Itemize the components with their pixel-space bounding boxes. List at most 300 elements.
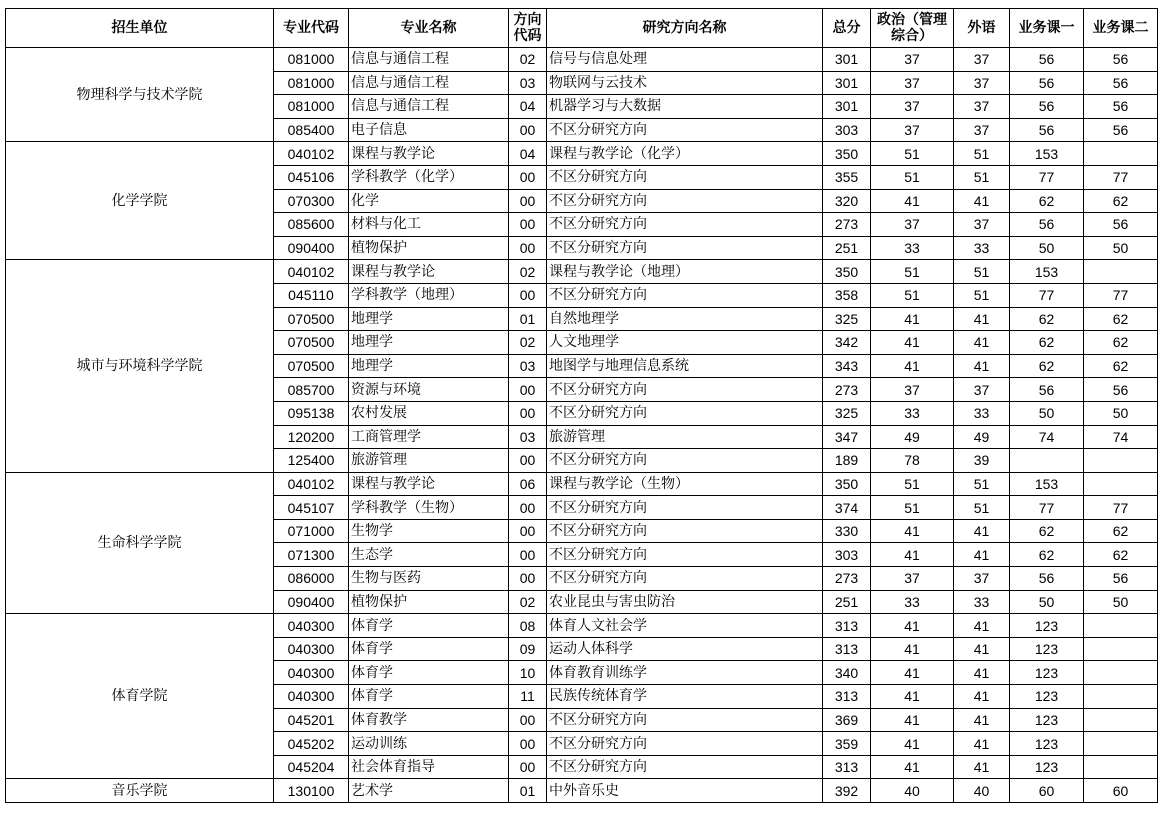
- table-row: [6, 48, 1158, 72]
- course-two-score: [1084, 614, 1158, 638]
- total-score: 251: [823, 590, 871, 614]
- foreign-language-score: 51: [954, 260, 1010, 284]
- total-score: 301: [823, 71, 871, 95]
- major-code: 070500: [274, 307, 349, 331]
- course-two-score: 62: [1084, 307, 1158, 331]
- politics-score: 41: [871, 661, 954, 685]
- foreign-language-score: 41: [954, 543, 1010, 567]
- major-name: 生态学: [349, 543, 509, 567]
- direction-name: 中外音乐史: [547, 779, 823, 803]
- direction-code: 00: [509, 543, 547, 567]
- total-score: 350: [823, 142, 871, 166]
- foreign-language-score: 51: [954, 165, 1010, 189]
- direction-name: 不区分研究方向: [547, 165, 823, 189]
- course-two-score: [1084, 661, 1158, 685]
- direction-code: 00: [509, 449, 547, 473]
- major-code: 071000: [274, 519, 349, 543]
- total-score: 313: [823, 685, 871, 709]
- course-one-score: 62: [1010, 354, 1084, 378]
- major-name: 社会体育指导: [349, 755, 509, 779]
- direction-code: 08: [509, 614, 547, 638]
- major-code: 081000: [274, 71, 349, 95]
- major-code: 081000: [274, 95, 349, 119]
- course-one-score: 153: [1010, 472, 1084, 496]
- politics-score: 78: [871, 449, 954, 473]
- course-two-score: 60: [1084, 779, 1158, 803]
- course-one-score: 62: [1010, 543, 1084, 567]
- politics-score: 51: [871, 165, 954, 189]
- course-one-score: 50: [1010, 401, 1084, 425]
- unit-name: 城市与环境科学学院: [6, 260, 274, 472]
- course-one-score: 123: [1010, 614, 1084, 638]
- direction-code: 03: [509, 425, 547, 449]
- course-two-score: 74: [1084, 425, 1158, 449]
- direction-code: 04: [509, 95, 547, 119]
- foreign-language-score: 49: [954, 425, 1010, 449]
- major-code: 040300: [274, 661, 349, 685]
- politics-score: 41: [871, 331, 954, 355]
- foreign-language-score: 41: [954, 637, 1010, 661]
- course-two-score: 50: [1084, 401, 1158, 425]
- direction-name: 机器学习与大数据: [547, 95, 823, 119]
- major-code: 045106: [274, 165, 349, 189]
- header-major-code: 专业代码: [274, 9, 349, 48]
- politics-score: 51: [871, 496, 954, 520]
- politics-score: 41: [871, 189, 954, 213]
- course-one-score: 123: [1010, 732, 1084, 756]
- direction-code: 00: [509, 189, 547, 213]
- major-code: 081000: [274, 48, 349, 72]
- foreign-language-score: 37: [954, 48, 1010, 72]
- course-two-score: 50: [1084, 236, 1158, 260]
- direction-name: 人文地理学: [547, 331, 823, 355]
- foreign-language-score: 41: [954, 661, 1010, 685]
- politics-score: 37: [871, 378, 954, 402]
- major-code: 070500: [274, 354, 349, 378]
- header-row: [6, 9, 1158, 48]
- foreign-language-score: 33: [954, 401, 1010, 425]
- course-two-score: 62: [1084, 543, 1158, 567]
- course-one-score: 56: [1010, 567, 1084, 591]
- major-code: 045204: [274, 755, 349, 779]
- course-one-score: 50: [1010, 590, 1084, 614]
- course-two-score: [1084, 685, 1158, 709]
- course-two-score: 77: [1084, 496, 1158, 520]
- direction-name: 物联网与云技术: [547, 71, 823, 95]
- course-one-score: 123: [1010, 637, 1084, 661]
- major-code: 090400: [274, 590, 349, 614]
- foreign-language-score: 41: [954, 614, 1010, 638]
- direction-name: 不区分研究方向: [547, 449, 823, 473]
- politics-score: 37: [871, 567, 954, 591]
- major-name: 学科教学（地理）: [349, 283, 509, 307]
- header-direction-code: 方向代码: [509, 9, 547, 48]
- direction-name: 不区分研究方向: [547, 378, 823, 402]
- direction-code: 00: [509, 708, 547, 732]
- foreign-language-score: 41: [954, 189, 1010, 213]
- table-row: [6, 260, 1158, 284]
- direction-code: 02: [509, 331, 547, 355]
- unit-name: 音乐学院: [6, 779, 274, 803]
- foreign-language-score: 41: [954, 755, 1010, 779]
- course-two-score: 56: [1084, 71, 1158, 95]
- total-score: 340: [823, 661, 871, 685]
- total-score: 301: [823, 48, 871, 72]
- direction-name: 体育教育训练学: [547, 661, 823, 685]
- direction-code: 00: [509, 236, 547, 260]
- politics-score: 51: [871, 472, 954, 496]
- direction-name: 不区分研究方向: [547, 543, 823, 567]
- course-one-score: 74: [1010, 425, 1084, 449]
- politics-score: 40: [871, 779, 954, 803]
- direction-name: 不区分研究方向: [547, 213, 823, 237]
- major-name: 体育学: [349, 661, 509, 685]
- course-two-score: [1084, 732, 1158, 756]
- course-two-score: [1084, 637, 1158, 661]
- course-one-score: 153: [1010, 260, 1084, 284]
- foreign-language-score: 37: [954, 213, 1010, 237]
- header-foreign-language: 外语: [954, 9, 1010, 48]
- politics-score: 33: [871, 236, 954, 260]
- direction-name: 不区分研究方向: [547, 708, 823, 732]
- course-two-score: 56: [1084, 118, 1158, 142]
- politics-score: 41: [871, 685, 954, 709]
- politics-score: 41: [871, 614, 954, 638]
- direction-name: 旅游管理: [547, 425, 823, 449]
- unit-name: 体育学院: [6, 614, 274, 779]
- direction-code: 04: [509, 142, 547, 166]
- unit-name: 化学学院: [6, 142, 274, 260]
- header-total: 总分: [823, 9, 871, 48]
- major-name: 体育教学: [349, 708, 509, 732]
- foreign-language-score: 33: [954, 590, 1010, 614]
- course-one-score: 77: [1010, 496, 1084, 520]
- course-one-score: 62: [1010, 307, 1084, 331]
- politics-score: 51: [871, 142, 954, 166]
- header-course-one: 业务课一: [1010, 9, 1084, 48]
- foreign-language-score: 37: [954, 378, 1010, 402]
- total-score: 330: [823, 519, 871, 543]
- course-one-score: 56: [1010, 378, 1084, 402]
- politics-score: 37: [871, 71, 954, 95]
- major-name: 农村发展: [349, 401, 509, 425]
- direction-code: 01: [509, 779, 547, 803]
- foreign-language-score: 37: [954, 567, 1010, 591]
- total-score: 325: [823, 307, 871, 331]
- foreign-language-score: 51: [954, 283, 1010, 307]
- major-code: 040102: [274, 142, 349, 166]
- direction-code: 00: [509, 165, 547, 189]
- course-two-score: 77: [1084, 283, 1158, 307]
- unit-name: 物理科学与技术学院: [6, 48, 274, 142]
- course-one-score: 62: [1010, 189, 1084, 213]
- course-two-score: [1084, 260, 1158, 284]
- course-two-score: 56: [1084, 213, 1158, 237]
- politics-score: 41: [871, 354, 954, 378]
- course-two-score: 56: [1084, 48, 1158, 72]
- course-one-score: 123: [1010, 685, 1084, 709]
- direction-code: 06: [509, 472, 547, 496]
- direction-code: 02: [509, 48, 547, 72]
- major-name: 材料与化工: [349, 213, 509, 237]
- direction-name: 不区分研究方向: [547, 283, 823, 307]
- total-score: 342: [823, 331, 871, 355]
- total-score: 355: [823, 165, 871, 189]
- politics-score: 41: [871, 732, 954, 756]
- course-two-score: [1084, 472, 1158, 496]
- course-two-score: 62: [1084, 189, 1158, 213]
- direction-name: 不区分研究方向: [547, 732, 823, 756]
- foreign-language-score: 39: [954, 449, 1010, 473]
- direction-name: 不区分研究方向: [547, 401, 823, 425]
- major-name: 体育学: [349, 614, 509, 638]
- foreign-language-score: 41: [954, 307, 1010, 331]
- politics-score: 33: [871, 590, 954, 614]
- total-score: 350: [823, 472, 871, 496]
- total-score: 392: [823, 779, 871, 803]
- course-one-score: 56: [1010, 95, 1084, 119]
- direction-name: 体育人文社会学: [547, 614, 823, 638]
- header-politics: 政治（管理综合）: [871, 9, 954, 48]
- major-name: 体育学: [349, 685, 509, 709]
- direction-code: 02: [509, 590, 547, 614]
- major-name: 地理学: [349, 307, 509, 331]
- foreign-language-score: 41: [954, 732, 1010, 756]
- course-one-score: 50: [1010, 236, 1084, 260]
- direction-name: 课程与教学论（地理）: [547, 260, 823, 284]
- foreign-language-score: 33: [954, 236, 1010, 260]
- major-name: 生物与医药: [349, 567, 509, 591]
- politics-score: 41: [871, 708, 954, 732]
- major-code: 045202: [274, 732, 349, 756]
- total-score: 313: [823, 637, 871, 661]
- direction-code: 00: [509, 567, 547, 591]
- total-score: 350: [823, 260, 871, 284]
- politics-score: 41: [871, 755, 954, 779]
- direction-code: 01: [509, 307, 547, 331]
- politics-score: 37: [871, 48, 954, 72]
- header-direction-name: 研究方向名称: [547, 9, 823, 48]
- direction-name: 不区分研究方向: [547, 236, 823, 260]
- politics-score: 33: [871, 401, 954, 425]
- course-two-score: [1084, 755, 1158, 779]
- direction-name: 不区分研究方向: [547, 755, 823, 779]
- course-one-score: 123: [1010, 755, 1084, 779]
- major-name: 旅游管理: [349, 449, 509, 473]
- direction-name: 地图学与地理信息系统: [547, 354, 823, 378]
- direction-name: 民族传统体育学: [547, 685, 823, 709]
- header-unit: 招生单位: [6, 9, 274, 48]
- total-score: 359: [823, 732, 871, 756]
- major-code: 085700: [274, 378, 349, 402]
- major-code: 040300: [274, 685, 349, 709]
- direction-name: 自然地理学: [547, 307, 823, 331]
- major-code: 130100: [274, 779, 349, 803]
- direction-name: 课程与教学论（生物）: [547, 472, 823, 496]
- foreign-language-score: 37: [954, 95, 1010, 119]
- course-one-score: 153: [1010, 142, 1084, 166]
- major-code: 071300: [274, 543, 349, 567]
- direction-code: 00: [509, 401, 547, 425]
- major-code: 090400: [274, 236, 349, 260]
- major-name: 植物保护: [349, 590, 509, 614]
- direction-code: 03: [509, 71, 547, 95]
- table-body: [6, 48, 1158, 803]
- major-name: 电子信息: [349, 118, 509, 142]
- course-two-score: [1084, 708, 1158, 732]
- major-name: 学科教学（生物）: [349, 496, 509, 520]
- course-two-score: 56: [1084, 95, 1158, 119]
- major-name: 生物学: [349, 519, 509, 543]
- major-code: 095138: [274, 401, 349, 425]
- foreign-language-score: 41: [954, 685, 1010, 709]
- direction-code: 03: [509, 354, 547, 378]
- major-code: 070300: [274, 189, 349, 213]
- course-one-score: 56: [1010, 118, 1084, 142]
- course-two-score: 50: [1084, 590, 1158, 614]
- major-code: 040300: [274, 637, 349, 661]
- total-score: 325: [823, 401, 871, 425]
- direction-name: 不区分研究方向: [547, 567, 823, 591]
- course-one-score: [1010, 449, 1084, 473]
- direction-name: 不区分研究方向: [547, 189, 823, 213]
- foreign-language-score: 51: [954, 142, 1010, 166]
- major-code: 120200: [274, 425, 349, 449]
- major-name: 信息与通信工程: [349, 48, 509, 72]
- major-name: 资源与环境: [349, 378, 509, 402]
- total-score: 251: [823, 236, 871, 260]
- direction-code: 09: [509, 637, 547, 661]
- politics-score: 37: [871, 95, 954, 119]
- table-row: [6, 472, 1158, 496]
- major-code: 085400: [274, 118, 349, 142]
- course-one-score: 62: [1010, 331, 1084, 355]
- course-two-score: [1084, 449, 1158, 473]
- foreign-language-score: 51: [954, 472, 1010, 496]
- course-two-score: 56: [1084, 378, 1158, 402]
- major-code: 125400: [274, 449, 349, 473]
- admission-score-table: [5, 8, 1158, 803]
- direction-code: 11: [509, 685, 547, 709]
- foreign-language-score: 41: [954, 519, 1010, 543]
- major-code: 070500: [274, 331, 349, 355]
- politics-score: 41: [871, 637, 954, 661]
- foreign-language-score: 51: [954, 496, 1010, 520]
- foreign-language-score: 37: [954, 118, 1010, 142]
- direction-name: 运动人体科学: [547, 637, 823, 661]
- total-score: 303: [823, 543, 871, 567]
- course-two-score: 62: [1084, 519, 1158, 543]
- major-name: 地理学: [349, 331, 509, 355]
- major-code: 085600: [274, 213, 349, 237]
- politics-score: 49: [871, 425, 954, 449]
- major-code: 040300: [274, 614, 349, 638]
- course-two-score: 62: [1084, 331, 1158, 355]
- course-one-score: 60: [1010, 779, 1084, 803]
- course-one-score: 56: [1010, 71, 1084, 95]
- header-course-two: 业务课二: [1084, 9, 1158, 48]
- politics-score: 51: [871, 283, 954, 307]
- total-score: 313: [823, 614, 871, 638]
- table-row: [6, 779, 1158, 803]
- major-name: 学科教学（化学）: [349, 165, 509, 189]
- major-name: 植物保护: [349, 236, 509, 260]
- direction-code: 00: [509, 283, 547, 307]
- politics-score: 41: [871, 519, 954, 543]
- total-score: 273: [823, 213, 871, 237]
- total-score: 273: [823, 378, 871, 402]
- course-one-score: 56: [1010, 48, 1084, 72]
- major-name: 化学: [349, 189, 509, 213]
- course-two-score: 77: [1084, 165, 1158, 189]
- total-score: 369: [823, 708, 871, 732]
- major-code: 045110: [274, 283, 349, 307]
- total-score: 301: [823, 95, 871, 119]
- politics-score: 37: [871, 118, 954, 142]
- major-name: 工商管理学: [349, 425, 509, 449]
- total-score: 343: [823, 354, 871, 378]
- course-two-score: 56: [1084, 567, 1158, 591]
- major-code: 040102: [274, 260, 349, 284]
- course-one-score: 123: [1010, 661, 1084, 685]
- major-name: 课程与教学论: [349, 260, 509, 284]
- course-one-score: 56: [1010, 213, 1084, 237]
- politics-score: 37: [871, 213, 954, 237]
- major-name: 地理学: [349, 354, 509, 378]
- foreign-language-score: 41: [954, 354, 1010, 378]
- major-name: 艺术学: [349, 779, 509, 803]
- course-one-score: 77: [1010, 165, 1084, 189]
- foreign-language-score: 40: [954, 779, 1010, 803]
- header-major-name: 专业名称: [349, 9, 509, 48]
- total-score: 374: [823, 496, 871, 520]
- course-one-score: 62: [1010, 519, 1084, 543]
- major-name: 运动训练: [349, 732, 509, 756]
- direction-name: 信号与信息处理: [547, 48, 823, 72]
- course-two-score: 62: [1084, 354, 1158, 378]
- major-name: 体育学: [349, 637, 509, 661]
- politics-score: 51: [871, 260, 954, 284]
- direction-code: 00: [509, 519, 547, 543]
- direction-name: 课程与教学论（化学）: [547, 142, 823, 166]
- total-score: 189: [823, 449, 871, 473]
- foreign-language-score: 37: [954, 71, 1010, 95]
- direction-name: 不区分研究方向: [547, 496, 823, 520]
- foreign-language-score: 41: [954, 708, 1010, 732]
- major-name: 信息与通信工程: [349, 95, 509, 119]
- politics-score: 41: [871, 543, 954, 567]
- direction-name: 不区分研究方向: [547, 118, 823, 142]
- major-name: 课程与教学论: [349, 472, 509, 496]
- course-one-score: 123: [1010, 708, 1084, 732]
- direction-code: 02: [509, 260, 547, 284]
- direction-name: 不区分研究方向: [547, 519, 823, 543]
- total-score: 358: [823, 283, 871, 307]
- direction-code: 00: [509, 755, 547, 779]
- politics-score: 41: [871, 307, 954, 331]
- course-two-score: [1084, 142, 1158, 166]
- direction-code: 00: [509, 378, 547, 402]
- direction-code: 00: [509, 496, 547, 520]
- major-name: 课程与教学论: [349, 142, 509, 166]
- major-code: 045107: [274, 496, 349, 520]
- direction-code: 00: [509, 118, 547, 142]
- total-score: 347: [823, 425, 871, 449]
- direction-code: 00: [509, 213, 547, 237]
- foreign-language-score: 41: [954, 331, 1010, 355]
- direction-code: 00: [509, 732, 547, 756]
- unit-name: 生命科学学院: [6, 472, 274, 614]
